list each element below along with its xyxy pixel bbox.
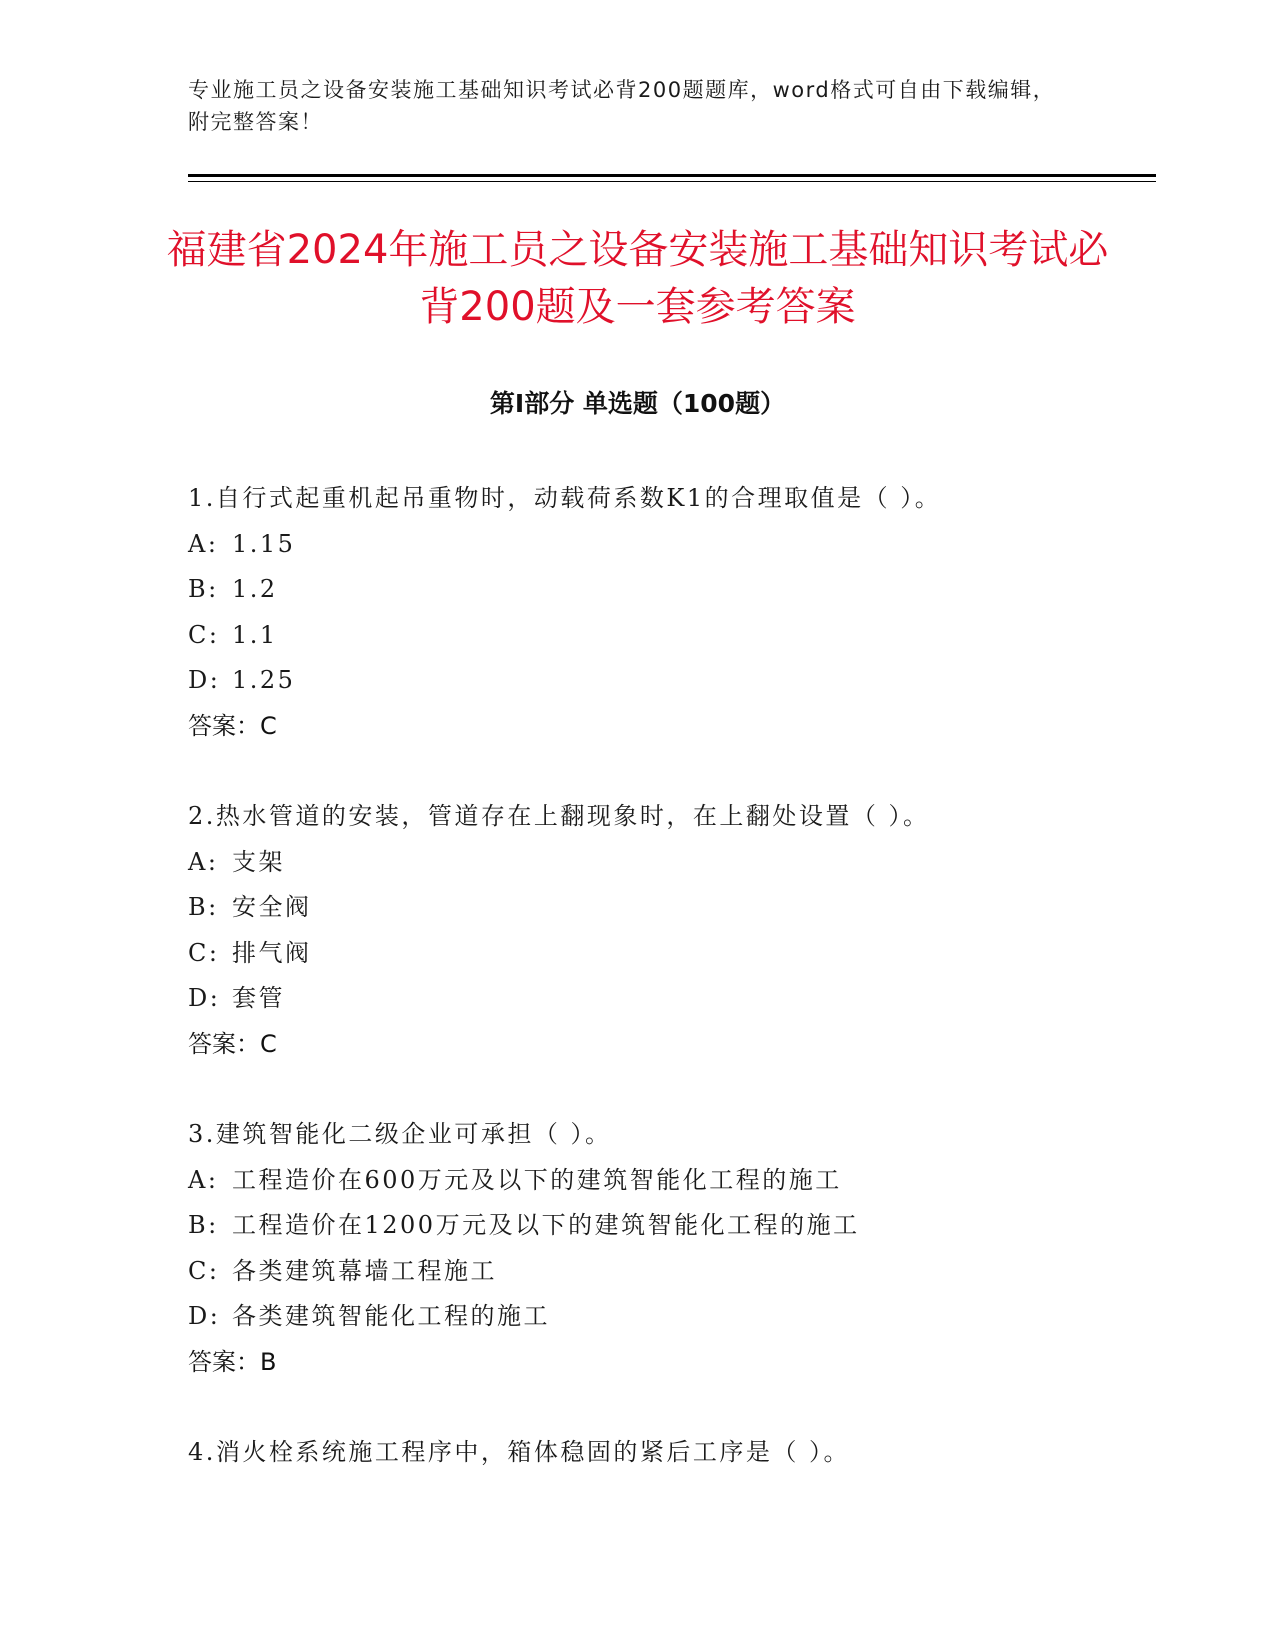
option-text: 工程造价在600万元及以下的建筑智能化工程的施工 xyxy=(232,1165,842,1194)
option-a xyxy=(188,840,1148,886)
option-letter: D: xyxy=(188,984,221,1012)
option-letter: D: xyxy=(188,666,221,694)
option-b xyxy=(188,1203,1148,1249)
option-letter: B: xyxy=(188,893,219,921)
answer: 答案：C xyxy=(188,711,277,740)
document-title: 福建省2024年施工员之设备安装施工基础知识考试必背200题及一套参考答案 xyxy=(166,227,1109,330)
option-letter: D: xyxy=(188,1302,221,1330)
option-d xyxy=(188,1294,1148,1340)
option-d xyxy=(188,658,1148,704)
question-list xyxy=(188,476,1148,1521)
option-c xyxy=(188,613,1148,659)
question-stem: 4.消火栓系统施工程序中，箱体稳固的紧后工序是（ ）。 xyxy=(188,1438,851,1466)
option-text: 支架 xyxy=(232,847,285,876)
option-letter: A: xyxy=(188,1165,219,1194)
option-c xyxy=(188,1249,1148,1295)
option-b xyxy=(188,885,1148,931)
answer: 答案：C xyxy=(188,1029,277,1058)
option-letter: C: xyxy=(188,938,220,967)
option-text: 1.15 xyxy=(232,529,296,558)
option-letter: C: xyxy=(188,1256,220,1285)
option-c xyxy=(188,931,1148,977)
question-stem: 2.热水管道的安装，管道存在上翻现象时，在上翻处设置（ ）。 xyxy=(188,802,930,830)
question-4 xyxy=(188,1430,1148,1476)
option-text: 排气阀 xyxy=(232,938,312,967)
option-a xyxy=(188,522,1148,568)
option-text: 1.25 xyxy=(232,666,296,694)
option-d xyxy=(188,976,1148,1022)
option-letter: A: xyxy=(188,847,219,876)
option-text: 安全阀 xyxy=(232,893,312,921)
header-rule-thick xyxy=(188,174,1156,177)
header-note: 专业施工员之设备安装施工基础知识考试必背200题题库，word格式可自由下载编辑，附完整答案！ xyxy=(188,78,1056,134)
section-title: 第Ⅰ部分 单选题（100题） xyxy=(489,389,786,418)
question-2 xyxy=(188,794,1148,1067)
option-text: 各类建筑幕墙工程施工 xyxy=(232,1256,497,1285)
question-1 xyxy=(188,476,1148,749)
option-text: 套管 xyxy=(232,984,285,1012)
header-rule-thin xyxy=(188,181,1156,182)
option-text: 1.2 xyxy=(232,575,278,603)
option-b xyxy=(188,567,1148,613)
option-letter: B: xyxy=(188,575,219,603)
option-text: 各类建筑智能化工程的施工 xyxy=(232,1302,550,1330)
option-text: 工程造价在1200万元及以下的建筑智能化工程的施工 xyxy=(232,1211,860,1239)
question-stem: 1.自行式起重机起吊重物时，动载荷系数K1的合理取值是（ ）。 xyxy=(188,484,942,512)
option-a xyxy=(188,1158,1148,1204)
question-stem: 3.建筑智能化二级企业可承担（ ）。 xyxy=(188,1120,612,1148)
option-letter: A: xyxy=(188,529,219,558)
answer: 答案：B xyxy=(188,1347,277,1376)
option-letter: C: xyxy=(188,620,220,649)
option-letter: B: xyxy=(188,1211,219,1239)
option-text: 1.1 xyxy=(232,620,278,649)
question-3 xyxy=(188,1112,1148,1385)
